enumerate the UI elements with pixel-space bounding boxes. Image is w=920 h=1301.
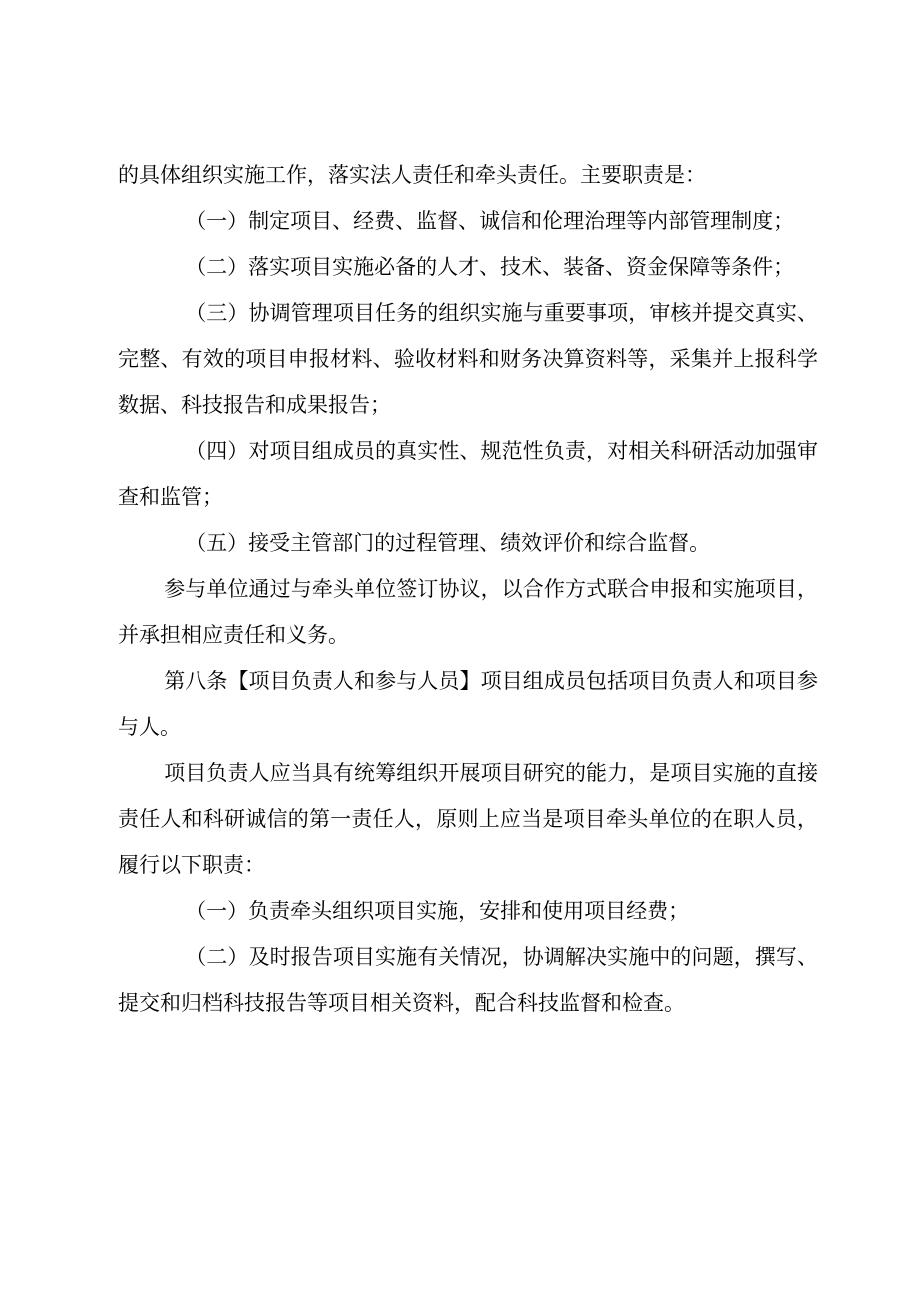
article-8-heading-paragraph: 第八条【项目负责人和参与人员】项目组成员包括项目负责人和项目参与人。: [118, 669, 818, 739]
document-body: [118, 152, 818, 1026]
list-item-4: （四）对项目组成员的真实性、规范性负责，对相关科研活动加强审查和监管；: [118, 439, 818, 509]
list-item-5: （五）接受主管部门的过程管理、绩效评价和综合监督。: [185, 531, 711, 555]
leader-duty-item-2: （二）及时报告项目实施有关情况，协调解决实施中的问题，撰写、提交和归档科技报告等项目相关资料，配合科技监督和检查。: [118, 945, 818, 1015]
list-item-3: （三）协调管理项目任务的组织实施与重要事项，审核并提交真实、完整、有效的项目申报材料、验收材料和财务决算资料等，采集并上报科学数据、科技报告和成果报告；: [118, 301, 818, 417]
leader-duty-item-1: （一）负责牵头组织项目实施，安排和使用项目经费；: [185, 899, 690, 923]
paragraph-participating-units: 参与单位通过与牵头单位签订协议，以合作方式联合申报和实施项目，并承担相应责任和义务。: [118, 577, 818, 647]
paragraph-intro-continuation: 的具体组织实施工作，落实法人责任和牵头责任。主要职责是：: [118, 163, 706, 187]
list-item-2: （二）落实项目实施必备的人才、技术、装备、资金保障等条件；: [185, 255, 795, 279]
paragraph-project-leader: 项目负责人应当具有统筹组织开展项目研究的能力，是项目实施的直接责任人和科研诚信的第一责任人，原则上应当是项目牵头单位的在职人员，履行以下职责：: [118, 761, 818, 877]
list-item-1: （一）制定项目、经费、监督、诚信和伦理治理等内部管理制度；: [185, 209, 795, 233]
